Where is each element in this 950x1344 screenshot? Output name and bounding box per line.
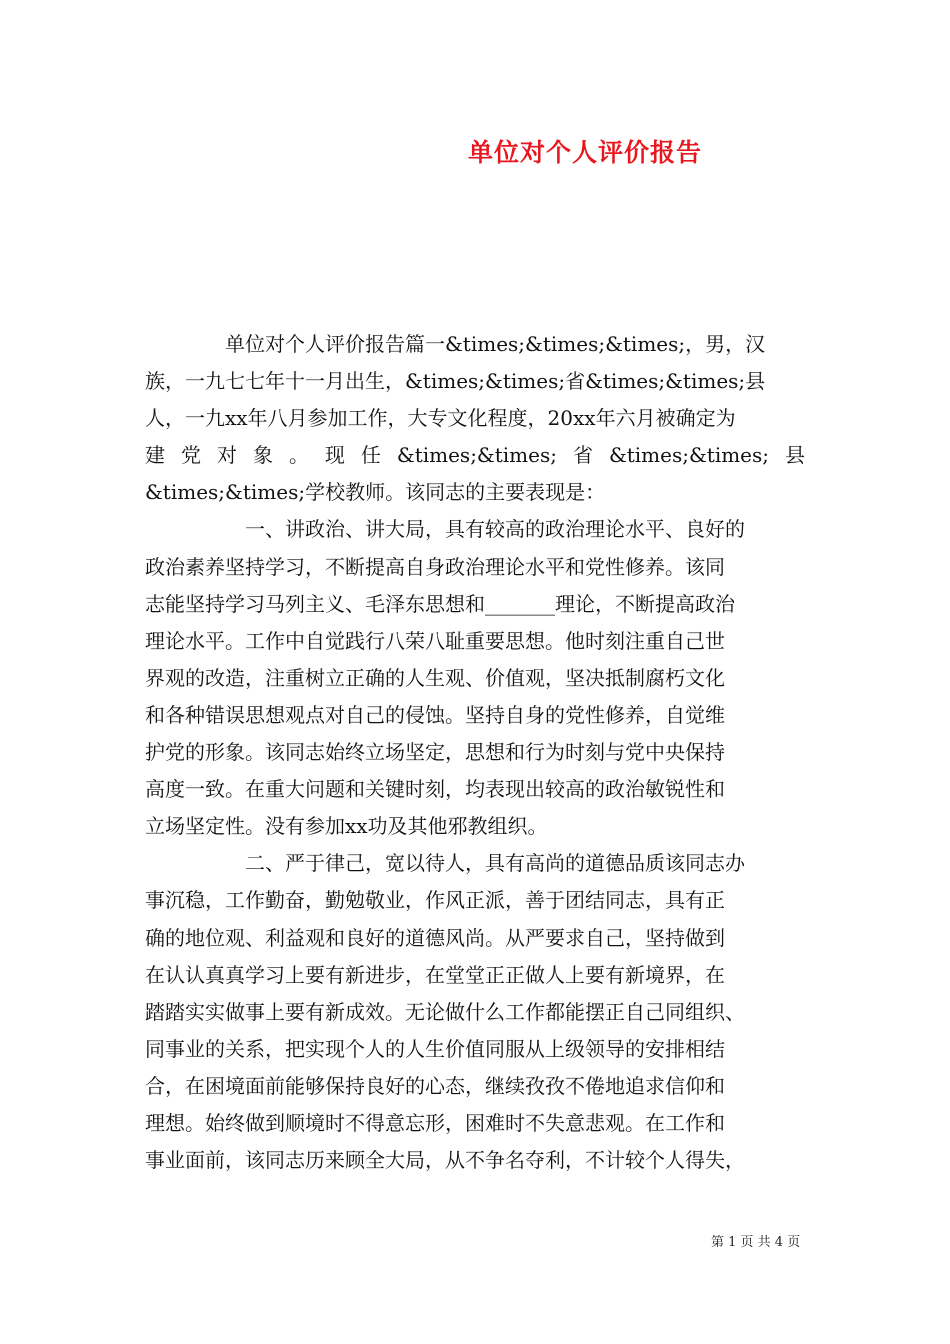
body-line: 事业面前，该同志历来顾全大局，从不争名夺利，不计较个人得失， [145,1148,745,1173]
body-token: 。 [288,443,309,468]
body-token: &times;&times; [396,443,557,468]
body-line: 志能坚持学习马列主义、毛泽东思想和_______理论，不断提高政治 [145,591,735,616]
body-token: &times;&times; [608,443,770,468]
body-line: 事沉稳，工作勤奋，勤勉敬业，作风正派，善于团结同志，具有正 [145,888,725,913]
body-line: 和各种错误思想观点对自己的侵蚀。坚持自身的党性修养，自觉维 [145,702,725,727]
body-token: 建 [145,443,165,468]
document-title: 单位对个人评价报告 [468,138,703,167]
body-token: 党 [180,443,201,468]
body-token: 省 [572,443,593,468]
body-line: 确的地位观、利益观和良好的道德风尚。从严要求自己，坚持做到 [145,925,725,950]
body-line: 护党的形象。该同志始终立场坚定，思想和行为时刻与党中央保持 [145,740,725,765]
body-token: 象 [252,443,273,468]
body-line: 在认认真真学习上要有新进步，在堂堂正正做人上要有新境界，在 [145,962,725,987]
body-line: 政治素养坚持学习，不断提高自身政治理论水平和党性修养。该同 [145,554,725,579]
body-line: 合，在困境面前能够保持良好的心态，继续孜孜不倦地追求信仰和 [145,1073,725,1098]
page-number-footer: 第 1 页 共 4 页 [711,1235,801,1250]
body-line: 高度一致。在重大问题和关键时刻，均表现出较高的政治敏锐性和 [145,777,725,802]
body-line: 人，一九xx年八月参加工作，大专文化程度，20xx年六月被确定为 [145,406,736,431]
body-line: 单位对个人评价报告篇一&times;&times;&times;，男，汉 [145,332,766,356]
body-token: 任 [360,443,381,468]
body-token: 县 [785,443,805,468]
body-line: 界观的改造，注重树立正确的人生观、价值观，坚决抵制腐朽文化 [145,665,725,690]
body-line: 立场坚定性。没有参加xx功及其他邪教组织。 [145,814,548,839]
body-token: 现 [324,443,345,468]
body-line: &times;&times;学校教师。该同志的主要表现是： [145,480,606,505]
body-line: 同事业的关系，把实现个人的人生价值同服从上级领导的安排相结 [145,1036,725,1061]
body-token: 对 [216,443,237,468]
body-line: 踏踏实实做事上要有新成效。无论做什么工作都能摆正自己同组织、 [145,999,745,1024]
document-body [145,326,805,1179]
body-line: 族，一九七七年十一月出生，&times;&times;省&times;&times;县 [145,369,766,394]
body-line-justified [145,437,805,474]
body-line: 二、严于律己，宽以待人，具有高尚的道德品质该同志办 [145,851,745,876]
body-line: 一、讲政治、讲大局，具有较高的政治理论水平、良好的 [145,517,745,542]
body-line: 理论水平。工作中自觉践行八荣八耻重要思想。他时刻注重自己世 [145,628,725,653]
body-line: 理想。始终做到顺境时不得意忘形，困难时不失意悲观。在工作和 [145,1110,725,1135]
